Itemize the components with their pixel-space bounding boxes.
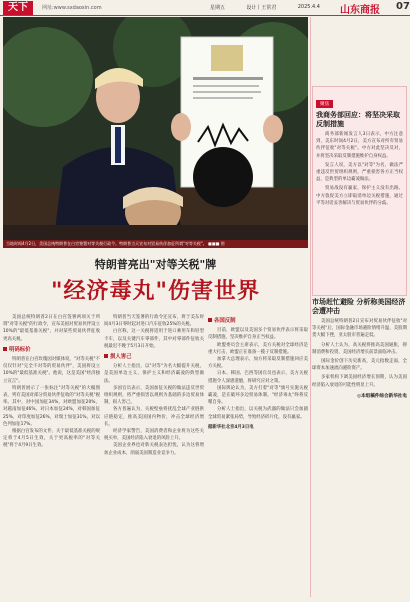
paragraph: 各方普遍认为，关税壁垒将扰乱全球产业链供应链稳定，推高美国国内物价，冲击全球经济增长。	[104, 407, 204, 427]
paragraph: 国际金价创下历史新高，美元指数走弱，全球资本加速流向避险资产。	[312, 359, 407, 372]
paragraph: 加拿大总理表示，加方将采取反制措施回应美方关税。	[208, 357, 308, 370]
paragraph: 商务部新闻发言人3日表示，中方注意到，美东时间4月2日，美方宣布对所有贸易伙伴征收"对等关税"。中方对此坚决反对，并将坚决采取反制措施维护自身权益。	[316, 132, 403, 159]
article-column-2	[104, 314, 204, 600]
paragraph: 根据白宫发布的文件，关于最低基准关税的规定将于4月5日生效，关于更高税率的"对等关税"将于4月9日生效。	[3, 429, 100, 449]
newspaper-brand: 山东商报	[340, 5, 380, 16]
page-number: 07	[396, 1, 410, 12]
article-column-3	[208, 314, 308, 600]
lead-paragraph: 美国总统特朗普2日在白宫签署两项关于所谓"对等关税"的行政令，宣布美国对贸易伙伴设立10%的"最低基准关税"，并对某些贸易伙伴征收更高关税。	[3, 315, 100, 342]
section-heading-1: 明码标价	[3, 347, 100, 354]
main-headline: "经济毒丸"伤害世界	[51, 279, 260, 304]
paragraph: 目前，欧盟以及美国多个贸易伙伴表示将采取反制措施，坚决维护自身正当权益。	[208, 328, 308, 341]
paragraph: 美国企业界也对新关税表达担忧，认为这将增加企业成本，削弱美国制造业竞争力。	[104, 443, 204, 456]
paragraph: 特朗普在白宫玫瑰园对媒体说，"对等关税"不仅仅针对"完全不对等的贸易伙伴"，美国将设立10%的"最低基准关税"。他说，这是美国"经济独立宣言"。	[3, 357, 100, 384]
paragraph: 国际舆论认为，美方打着"对等"旗号实施关税霸凌，是在破坏多边贸易体制，"经济毒丸"终将反噬自身。	[208, 385, 308, 406]
sidebar-text	[316, 131, 403, 207]
paragraph: 贸易战没有赢家，保护主义没有出路。中方敦促美方立即取消单边关税措施，通过平等对话妥善解决与贸易伙伴的分歧。	[316, 186, 403, 206]
paragraph: 分析人士指出，以"对等"为名大幅提升关税，是美国单边主义、保护主义和经济霸凌的典型做法。	[104, 364, 204, 384]
meta-line	[210, 4, 320, 11]
paragraph: 经济学家警告，美国消费者和企业将为这些关税买单，美国经济陷入衰退的风险上升。	[104, 429, 204, 442]
paragraph: 日本、韩国、巴西等国官员也表示，美方关税措施令人深感遗憾，将研究应对之策。	[208, 371, 308, 384]
photo-illustration	[3, 17, 308, 245]
paragraph: 白宫称，这一关税将适用于进口乘用车和轻型卡车，以及关键汽车零部件，其中对零部件征收关税最迟不晚于5月3日开始。	[104, 329, 204, 349]
focus-tag: 聚焦	[316, 100, 333, 108]
section-heading-2: 损人害己	[104, 354, 204, 361]
editor: 设计丨王常君	[246, 5, 277, 11]
right-article	[312, 298, 407, 590]
paragraph: 特朗普展示了一张标注"对等关税"的大幅图表，列有美国对部分贸易伙伴征收的"对等关税"税率。其中，对中国加征34%，对欧盟加征20%，对越南加征46%，对日本加征24%，对韩国加征25%，对印度加征26%，对瑞士加征31%，对以色列加征17%。	[3, 385, 100, 427]
sidebar-box	[312, 86, 407, 296]
sub-headline: 特朗普亮出"对等关税"牌	[94, 258, 217, 271]
right-source: ◎本组稿件综合新华社电	[357, 393, 407, 399]
section-tag: 天下	[3, 1, 33, 15]
news-photo	[3, 17, 308, 245]
headline-area	[3, 252, 308, 314]
date: 2025.4.4	[297, 4, 320, 10]
section-heading-3: 各国反制	[208, 318, 308, 325]
article-column-1	[3, 314, 100, 600]
sidebar-title: 我商务部回应：将坚决采取反制措施	[316, 111, 400, 128]
paragraph: 美国总统特朗普2日宣布对贸易伙伴征收"对等关税"后，国际金融市场避险情绪升温，美股期货大幅下挫，亚太股市普遍走低。	[312, 319, 407, 339]
top-bar	[0, 0, 410, 16]
paragraph: 特朗普当天签署的行政令还宣布，将于美东时间4月3日零时起对进口汽车征收25%的关税。	[104, 315, 204, 328]
source-note: 据新华社北京4月3日电	[208, 424, 254, 430]
paragraph: 多国官员表示，美国加征关税的做法违反世贸组织规则，将严重损害以规则为基础的多边贸易体制，损人害己。	[104, 385, 204, 406]
photo-caption: 当地时间4月2日，美国总统特朗普在白宫签署对等关税行政令。特朗普当天宣布对贸易伙伴加征所谓"对等关税"。 ■■■ 图	[3, 240, 308, 248]
paragraph: 分析人士认为，高关税将推高美国通胀，抑制消费和投资，美国经济增长前景面临冲击。	[312, 342, 407, 355]
site-url: 网址:www.sxdaoxin.com	[42, 5, 102, 11]
weekday: 星期五	[210, 5, 226, 11]
paragraph: 多家机构下调美国经济增长预期，认为美国经济陷入衰退的可能性明显上升。	[312, 375, 407, 388]
paragraph: 分析人士指出，以关税为武器的做法只会加剧全球贸易紧张局势，导致经济碎片化，没有赢家。	[208, 407, 308, 420]
paragraph: 发言人说，美方以"对等"为名，做法严重违反世贸组织规则，严重损害各方正当权益，是典型的单边霸凌做法。	[316, 162, 403, 183]
column-divider	[310, 17, 311, 597]
right-article-text	[312, 318, 407, 389]
right-article-title: 市场赶忙避险 分析称美国经济会遭冲击	[312, 298, 406, 315]
paragraph: 欧盟委员会主席表示，美方关税对全球经济是重大打击，欧盟正在准备一揽子反制措施。	[208, 342, 308, 355]
